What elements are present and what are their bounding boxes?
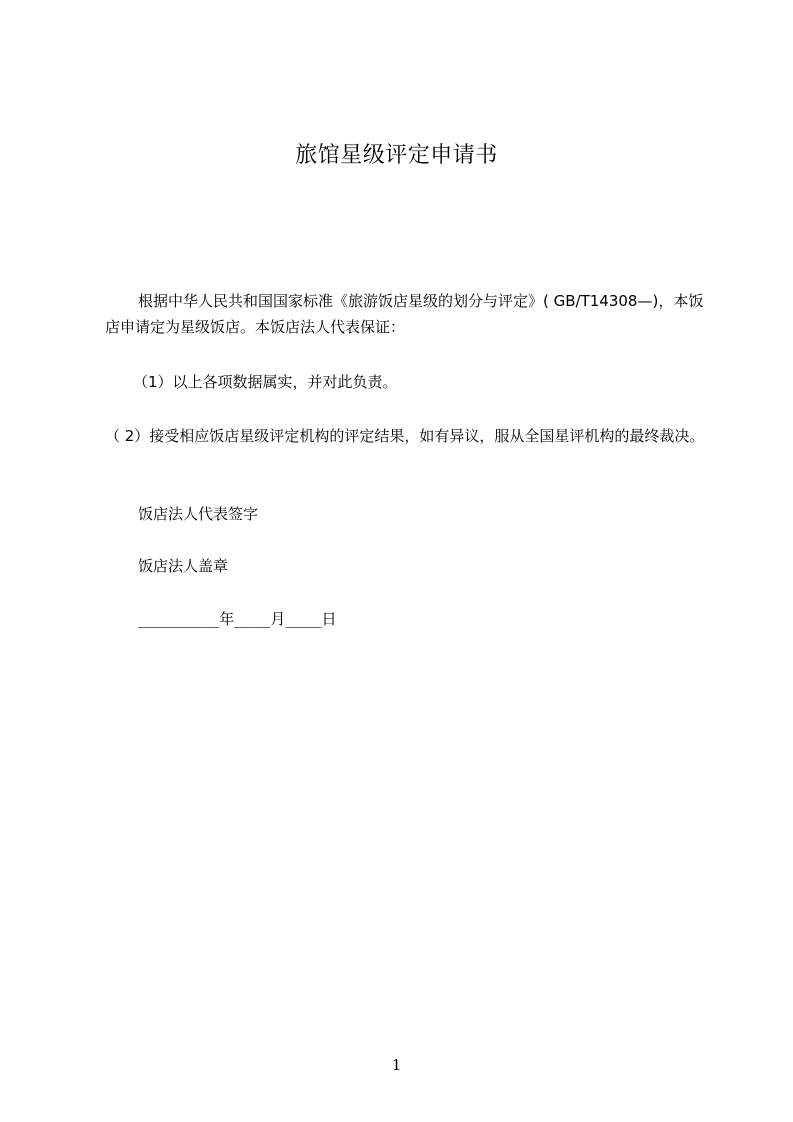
- guarantee-item-2: （ 2）接受相应饭店星级评定机构的评定结果，如有异议，服从全国星评机构的最终裁决。: [105, 427, 705, 445]
- signature-label: 饭店法人代表签字: [138, 505, 259, 523]
- date-line: _________年____月____日: [138, 610, 337, 628]
- document-title: 旅馆星级评定申请书: [295, 143, 498, 168]
- guarantee-item-1: （1）以上各项数据属实，并对此负责。: [133, 373, 398, 391]
- seal-label: 饭店法人盖章: [138, 557, 229, 575]
- intro-paragraph: 根据中华人民共和国国家标准《旅游饭店星级的划分与评定》( GB/T14308—)，本饭店申请定为星级饭店。本饭店法人代表保证：: [105, 292, 704, 336]
- page-number: 1: [391, 1056, 402, 1074]
